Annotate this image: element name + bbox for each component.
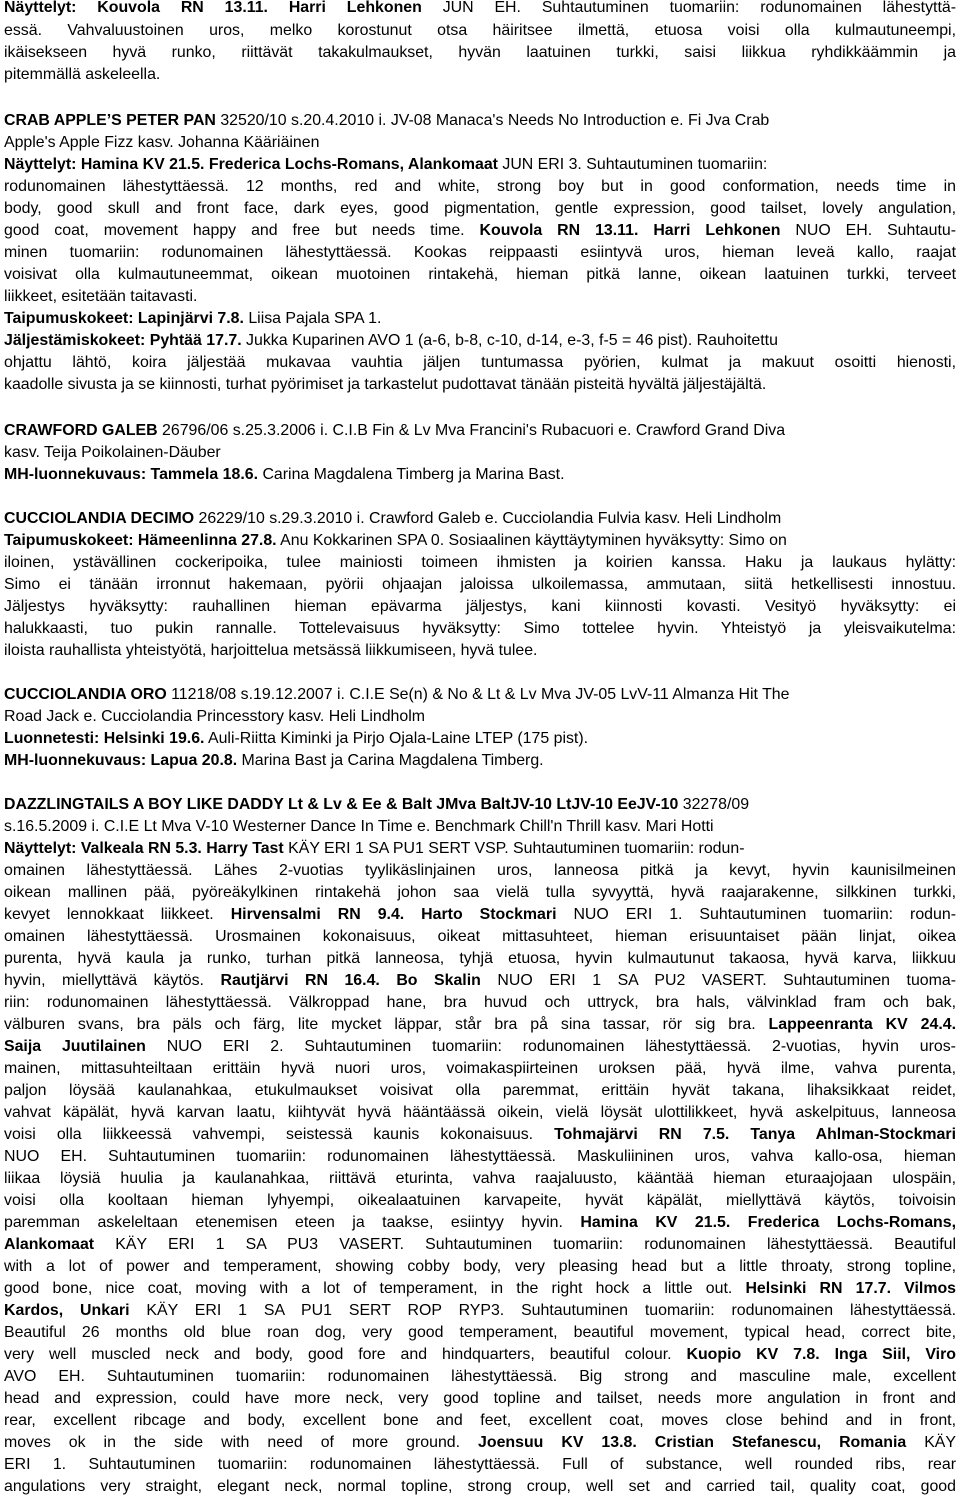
text-run: iloinen, ystävällinen cockeripoika, tulee mainiosti toimeen ihmisten ja koirien kanssa. Haku ja laukaus hylätty: bbox=[4, 554, 956, 571]
bold-text: Jäljestämiskokeet: Pyhtää 17.7. bbox=[4, 332, 242, 349]
text-line bbox=[4, 706, 956, 728]
text-line bbox=[4, 640, 956, 662]
text-line bbox=[4, 684, 956, 706]
text-run: essä. Vahvaluustoinen uros, melko korostunut otsa häiritsee ilmettä, etuosa voisi olla kulmautuneempi, bbox=[4, 22, 956, 39]
text-run: välburen svans, bra päls och färg, lite mycket läppar, står bra på sina tassar, rör sig bra. bbox=[4, 1016, 769, 1033]
text-run: rear, excellent ribcage and body, excellent bone and feet, excellent coat, moves close behind and in front, bbox=[4, 1412, 956, 1429]
text-line bbox=[4, 882, 956, 904]
text-run: mainen, mittasuhteiltaan erittäin hyvä nuori uros, voimakaspiirteinen uroksen pää, hyvä ilme, vahva purenta, bbox=[4, 1060, 956, 1077]
text-line bbox=[4, 286, 956, 308]
text-run: halukkaasti, tuo pukin rannalle. Tottelevaisuus hyväksytty: Simo tottelee hyvin. Yhteistyö ja yleisvaikutelma: bbox=[4, 620, 956, 637]
text-line bbox=[4, 1366, 956, 1388]
text-line bbox=[4, 220, 956, 242]
text-line bbox=[4, 1256, 956, 1278]
text-run: ERI 1. Suhtautuminen tuomariin: rodunomainen lähestyttäessä. Full of substance, well rounded ribs, rear bbox=[4, 1456, 956, 1473]
bold-text: Kuopio KV 7.8. Inga Siil, Viro bbox=[686, 1346, 956, 1363]
text-line bbox=[4, 508, 956, 530]
text-run: ohjattu lähtö, koira jäljestää mukavaa vauhtia jäljen tuntumassa pyörien, kulmat ja makuut osoitti hienosti, bbox=[4, 354, 956, 371]
text-run: minen tuomariin: rodunomainen lähestyttäessä. Kookas reippaasti esiintyvä uros, hieman leveä kallo, raajat bbox=[4, 244, 956, 261]
text-run: Beautiful 26 months old blue roan dog, very good temperament, beautiful movement, typical head, correct bite, bbox=[4, 1324, 956, 1341]
bold-text: CUCCIOLANDIA ORO bbox=[4, 686, 167, 703]
text-run: omainen lähestyttäessä. Urosmainen kokonaisuus, oikeat mittasuhteet, hieman erisuuntaiset pään linjat, oikea bbox=[4, 928, 956, 945]
text-run: riin: rodunomainen lähestyttäessä. Välkroppad hane, bra huvud och uttryck, bra hals, välvinklad fram och bak, bbox=[4, 994, 956, 1011]
text-line bbox=[4, 1278, 956, 1300]
text-line bbox=[4, 574, 956, 596]
text-run: Road Jack e. Cucciolandia Princesstory kasv. Heli Lindholm bbox=[4, 708, 425, 725]
text-line bbox=[4, 1388, 956, 1410]
text-run: KÄY ERI 1 SA PU3 VASERT. Suhtautuminen tuomariin: rodunomainen lähestyttäessä. Beautiful bbox=[94, 1236, 956, 1253]
text-run: very well muscled neck and body, good fore and hindquarters, beautiful colour. bbox=[4, 1346, 687, 1363]
text-line bbox=[4, 42, 956, 64]
text-run: angulations very straight, elegant neck, normal topline, strong croup, well set and carried tail, quality coat, good bbox=[4, 1478, 956, 1495]
text-run: moves ok in the side with need of more ground. bbox=[4, 1434, 479, 1451]
bold-text: Taipumuskokeet: Lapinjärvi 7.8. bbox=[4, 310, 244, 327]
text-line bbox=[4, 420, 956, 442]
text-line bbox=[4, 176, 956, 198]
text-line bbox=[4, 948, 956, 970]
text-line bbox=[4, 374, 956, 396]
text-line bbox=[4, 1344, 956, 1366]
text-line bbox=[4, 464, 956, 486]
text-run: omainen lähestyttäessä. Lähes 2-vuotias tyylikäslinjainen uros, lanneosa pitkä ja kevyt, hyvin kaunisilmeinen bbox=[4, 862, 956, 879]
text-run: pitemmällä askeleella. bbox=[4, 66, 161, 83]
bold-text: Hamina KV 21.5. Frederica Lochs-Romans, bbox=[580, 1214, 956, 1231]
text-line bbox=[4, 20, 956, 42]
text-line bbox=[4, 838, 956, 860]
text-run: with a lot of power and temperament, showing cobby body, very pleasing head but a little throaty, strong topline, bbox=[4, 1258, 956, 1275]
text-line bbox=[4, 442, 956, 464]
text-run: good bone, nice coat, moving with a lot of temperament, in the right hock a little out. bbox=[4, 1280, 746, 1297]
text-run: Apple's Apple Fizz kasv. Johanna Kääriäinen bbox=[4, 134, 320, 151]
text-line bbox=[4, 1410, 956, 1432]
text-line bbox=[4, 970, 956, 992]
text-line bbox=[4, 198, 956, 220]
text-run: KÄY ERI 1 SA PU1 SERT VSP. Suhtautuminen tuomariin: rodun- bbox=[283, 840, 745, 857]
text-run: vahvat käpälät, hyvä karvan laatu, kiihtyvät hyvä hääntäässä oikein, vielä löysät ulottilikkeet, hyvä askelpituus, lanneosa bbox=[4, 1104, 956, 1121]
text-line bbox=[4, 1124, 956, 1146]
text-run: NUO EH. Suhtautuminen tuomariin: rodunomainen lähestyttäessä. Maskuliininen uros, vahva kallo-osa, hieman bbox=[4, 1148, 956, 1165]
text-line bbox=[4, 1146, 956, 1168]
text-run: NUO ERI 1. Suhtautuminen tuomariin: rodun- bbox=[556, 906, 956, 923]
bold-text: MH-luonnekuvaus: Lapua 20.8. bbox=[4, 752, 238, 769]
bold-text: Näyttelyt: Valkeala RN 5.3. Harry Tast bbox=[4, 840, 284, 857]
bold-text: Taipumuskokeet: Hämeenlinna 27.8. bbox=[4, 532, 277, 549]
text-run: liikkeet, esitetään taitavasti. bbox=[4, 288, 198, 305]
text-run: s.16.5.2009 i. C.I.E Lt Mva V-10 Westerner Dance In Time e. Benchmark Chill'n Thrill kasv. Mari Hotti bbox=[4, 818, 714, 835]
bold-text: Rautjärvi RN 16.4. Bo Skalin bbox=[220, 972, 481, 989]
text-line bbox=[4, 1190, 956, 1212]
text-line bbox=[4, 1476, 956, 1498]
text-line bbox=[4, 1168, 956, 1190]
text-line bbox=[4, 618, 956, 640]
text-run: NUO ERI 1 SA PU2 VASERT. Suhtautuminen tuoma- bbox=[480, 972, 957, 989]
text-line bbox=[4, 530, 956, 552]
text-line bbox=[4, 794, 956, 816]
text-run: Marina Bast ja Carina Magdalena Timberg. bbox=[237, 752, 544, 769]
text-run: oikean mallinen pää, pyöreäkylkinen rintakehä johon saa vielä tulla syvyyttä, hyvä raajarakenne, silkkinen turkki, bbox=[4, 884, 956, 901]
text-run: ikäisekseen hyvä runko, riittävät takakulmaukset, hyvän laatuinen turkki, saisi liikkua ryhdikkäämmin ja bbox=[4, 44, 956, 61]
bold-text: Lappeenranta KV 24.4. bbox=[768, 1016, 956, 1033]
text-line bbox=[4, 1322, 956, 1344]
text-run: Jukka Kuparinen AVO 1 (a-6, b-8, c-10, d-14, e-3, f-5 = 46 pist). Rauhoitettu bbox=[241, 332, 778, 349]
text-run: purenta, hyvä kaula ja runko, turhan pitkä lanneosa, tyhjä etuosa, hyvin kulmautunut takaosa, hyvä karva, liikkuu bbox=[4, 950, 956, 967]
text-line bbox=[4, 1080, 956, 1102]
bold-text: Alankomaat bbox=[4, 1236, 95, 1253]
text-line bbox=[4, 1432, 956, 1454]
text-run: KÄY bbox=[906, 1434, 956, 1451]
text-run: Carina Magdalena Timberg ja Marina Bast. bbox=[258, 466, 565, 483]
text-line bbox=[4, 926, 956, 948]
text-run: Jäljestys hyväksytty: rauhallinen hieman epävarma jäljestys, kani kiinnosti kovasti. Vesityö hyväksytty: ei bbox=[4, 598, 956, 615]
text-run: Auli-Riitta Kiminki ja Pirjo Ojala-Laine LTEP (175 pist). bbox=[204, 730, 589, 747]
bold-text: CRAWFORD GALEB bbox=[4, 422, 158, 439]
bold-text: Näyttelyt: Hamina KV 21.5. Frederica Lochs-Romans, Alankomaat bbox=[4, 156, 498, 173]
bold-text: CUCCIOLANDIA DECIMO bbox=[4, 510, 195, 527]
bold-text: MH-luonnekuvaus: Tammela 18.6. bbox=[4, 466, 259, 483]
text-run: 26229/10 s.29.3.2010 i. Crawford Galeb e. Cucciolandia Fulvia kasv. Heli Lindholm bbox=[194, 510, 782, 527]
bold-text: Luonnetesti: Helsinki 19.6. bbox=[4, 730, 205, 747]
text-run: KÄY ERI 1 SA PU1 SERT ROP RYP3. Suhtautuminen tuomariin: rodunomainen lähestyttäessä. bbox=[129, 1302, 956, 1319]
text-run: voisi olla kooltaan hieman lyhyempi, oikealaatuinen karvapeite, hyvät käpälät, miellyttävä käytös, toivoisin bbox=[4, 1192, 956, 1209]
text-line bbox=[4, 1454, 956, 1476]
text-run: 26796/06 s.25.3.2006 i. C.I.B Fin & Lv Mva Francini's Rubacuori e. Crawford Grand Diva bbox=[157, 422, 786, 439]
text-run: 32278/09 bbox=[678, 796, 750, 813]
text-line bbox=[4, 1300, 956, 1322]
text-run: Liisa Pajala SPA 1. bbox=[243, 310, 382, 327]
text-line bbox=[4, 264, 956, 286]
text-line bbox=[4, 1212, 956, 1234]
text-run: kevyet lennokkaat liikkeet. bbox=[4, 906, 231, 923]
text-line bbox=[4, 750, 956, 772]
text-run: iloista rauhallista yhteistyötä, harjoittelua metsässä liikkumiseen, hyvä tulee. bbox=[4, 642, 538, 659]
text-line bbox=[4, 132, 956, 154]
text-line bbox=[4, 860, 956, 882]
text-run: 11218/08 s.19.12.2007 i. C.I.E Se(n) & No & Lt & Lv Mva JV-05 LvV-11 Almanza Hit The bbox=[166, 686, 790, 703]
text-run: liikaa löysiä huulia ja kaulanahkaa, riittävä eturinta, vahva raajaluusto, kääntää hieman eturaajojaan ulospäin, bbox=[4, 1170, 956, 1187]
bold-text: Kardos, Unkari bbox=[4, 1302, 130, 1319]
bold-text: Saija Juutilainen bbox=[4, 1038, 146, 1055]
text-line bbox=[4, 330, 956, 352]
text-line bbox=[4, 0, 956, 19]
text-line bbox=[4, 1234, 956, 1256]
bold-text: Kouvola RN 13.11. Harri Lehkonen bbox=[479, 222, 781, 239]
text-run: JUN EH. Suhtautuminen tuomariin: rodunomainen lähestyttä- bbox=[421, 0, 956, 16]
text-line bbox=[4, 904, 956, 926]
text-run: NUO ERI 2. Suhtautuminen tuomariin: rodunomainen lähestyttäessä. 2-vuotias, hyvin uros- bbox=[145, 1038, 956, 1055]
text-line bbox=[4, 64, 956, 86]
text-line bbox=[4, 1058, 956, 1080]
text-run: 32520/10 s.20.4.2010 i. JV-08 Manaca's Needs No Introduction e. Fi Jva Crab bbox=[215, 112, 770, 129]
bold-text: CRAB APPLE’S PETER PAN bbox=[4, 112, 216, 129]
bold-text: Näyttelyt: Kouvola RN 13.11. Harri Lehkonen bbox=[4, 0, 422, 16]
text-run: Simo ei tänään irronnut hakemaan, pyörii ohjaajan jaloissa ulkoilemassa, ammutaan, siitä hetkellisesti innostuu. bbox=[4, 576, 956, 593]
text-line bbox=[4, 242, 956, 264]
text-run: Anu Kokkarinen SPA 0. Sosiaalinen käyttäytyminen hyväksytty: Simo on bbox=[276, 532, 787, 549]
bold-text: Helsinki RN 17.7. Vilmos bbox=[745, 1280, 956, 1297]
text-run: kaadolle sivusta ja se kiinnosti, turhat pyörimiset ja tarkastelut pudottavat tänään pisteitä hyvältä jäljestäjältä. bbox=[4, 376, 767, 393]
text-run: AVO EH. Suhtautuminen tuomariin: rodunomainen lähestyttäessä. Big strong and masculine male, excellent bbox=[4, 1368, 956, 1385]
text-run: head and expression, could have more neck, very good topline and tailset, needs more angulation in front and bbox=[4, 1390, 956, 1407]
bold-text: DAZZLINGTAILS A BOY LIKE DADDY Lt & Lv & Ee & Balt JMva BaltJV-10 LtJV-10 EeJV-10 bbox=[4, 796, 679, 813]
text-run: NUO EH. Suhtautu- bbox=[780, 222, 956, 239]
text-run: good coat, movement happy and free but needs time. bbox=[4, 222, 480, 239]
text-run: JUN ERI 3. Suhtautuminen tuomariin: bbox=[497, 156, 768, 173]
text-line bbox=[4, 110, 956, 132]
text-run: paljon löysää kaulanahkaa, etukulmaukset voisivat olla paremmat, erittäin hyvät takana, lihaksikkaat reidet, bbox=[4, 1082, 956, 1099]
text-line bbox=[4, 352, 956, 374]
text-line bbox=[4, 596, 956, 618]
bold-text: Hirvensalmi RN 9.4. Harto Stockmari bbox=[230, 906, 557, 923]
bold-text: Joensuu KV 13.8. Cristian Stefanescu, Romania bbox=[478, 1434, 907, 1451]
text-run: body, good skull and front face, dark eyes, good pigmentation, gentle expression, good tailset, lovely angulation, bbox=[4, 200, 956, 217]
text-run: voisi olla liikkeessä vahvempi, seistessä kaunis kokonaisuus. bbox=[4, 1126, 555, 1143]
text-run: paremman askeleltaan etenemisen eteen ja taakse, esiintyy hyvin. bbox=[4, 1214, 581, 1231]
text-line bbox=[4, 992, 956, 1014]
text-line bbox=[4, 1102, 956, 1124]
text-line bbox=[4, 1036, 956, 1058]
bold-text: Tohmajärvi RN 7.5. Tanya Ahlman-Stockmari bbox=[554, 1126, 956, 1143]
text-run: rodunomainen lähestyttäessä. 12 months, red and white, strong boy but in good conformation, needs time in bbox=[4, 178, 956, 195]
text-run: kasv. Teija Poikolainen-Däuber bbox=[4, 444, 221, 461]
text-run: hyvin, miellyttävä käytös. bbox=[4, 972, 221, 989]
text-line bbox=[4, 308, 956, 330]
text-line bbox=[4, 1014, 956, 1036]
text-line bbox=[4, 816, 956, 838]
text-line bbox=[4, 552, 956, 574]
text-line bbox=[4, 728, 956, 750]
text-run: voisivat olla kulmautuneemmat, oikean muotoinen rintakehä, hieman pitkä lanne, oikean laatuinen turkki, terveet bbox=[4, 266, 956, 283]
text-line bbox=[4, 154, 956, 176]
